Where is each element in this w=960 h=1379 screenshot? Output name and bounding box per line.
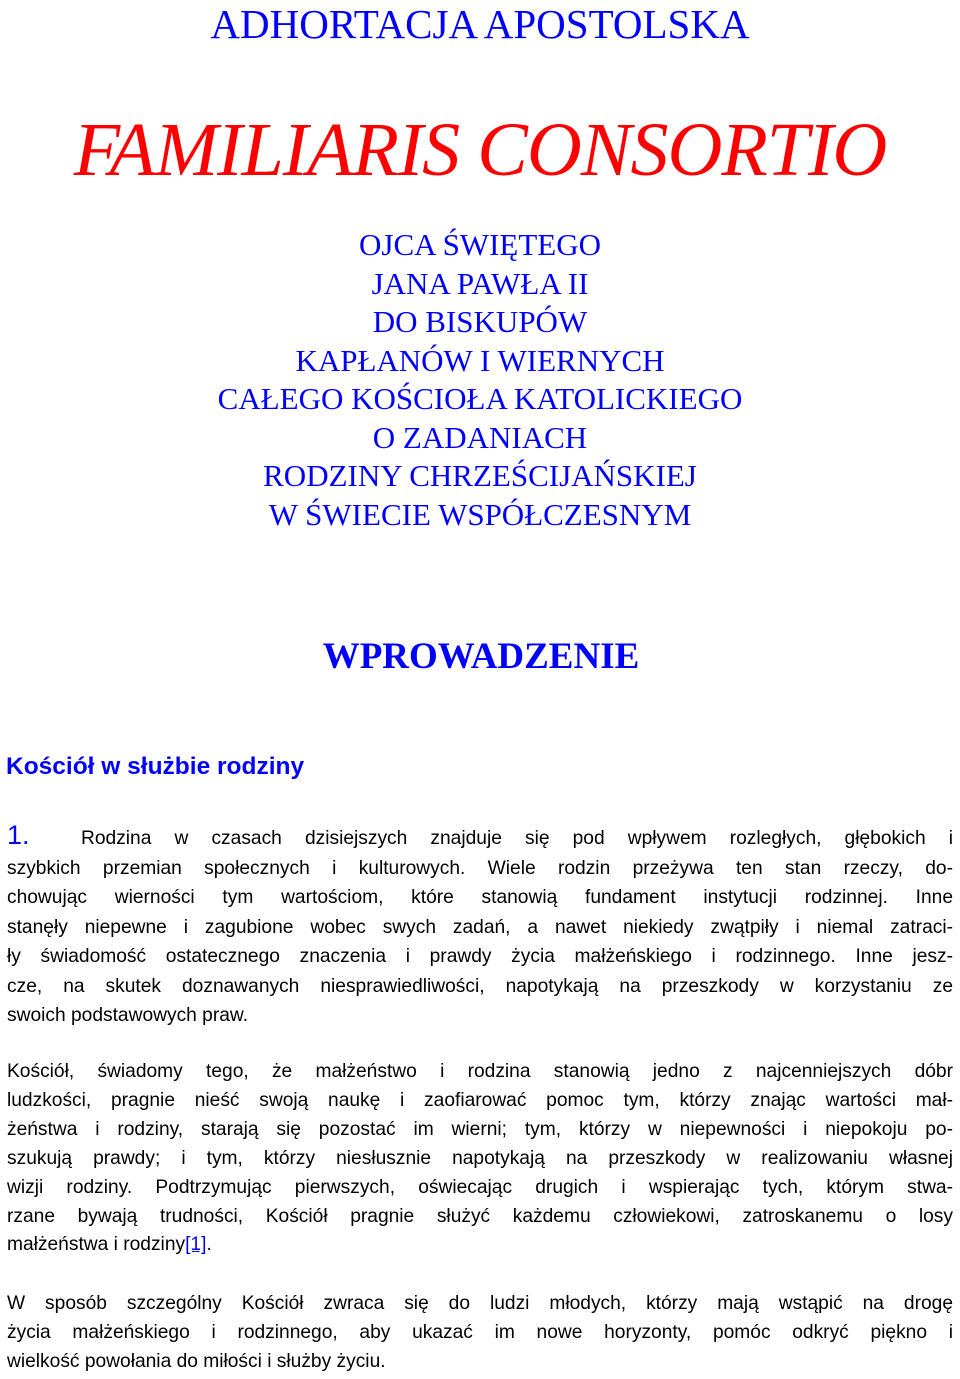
paragraph-2 bbox=[7, 1058, 953, 1260]
paragraph-line: szukują prawdy; i tym, którzy niesłusznie napotykają na przeszkody w realizowaniu własnej bbox=[7, 1147, 953, 1169]
document-subtitle bbox=[0, 226, 960, 534]
paragraph-line: chowując wierności tym wartościom, które stanowią fundament instytucji rodzinnej. Inne bbox=[7, 887, 953, 908]
paragraph-line: ludzkości, pragnie nieść swoją naukę i zaofiarować pomoc tym, którzy znając wartości mał- bbox=[7, 1089, 953, 1111]
paragraph-line: cze, na skutek doznawanych niesprawiedliwości, napotykają na przeszkody w korzystaniu ze bbox=[7, 975, 953, 997]
subtitle-line: W ŚWIECIE WSPÓŁCZESNYM bbox=[268, 496, 692, 532]
paragraph-line-text: małżeństwa i rodziny bbox=[7, 1234, 186, 1256]
paragraph-line: ły świadomość ostatecznego znaczenia i prawdy życia małżeńskiego i rodzinnego. Inne jesz- bbox=[7, 946, 953, 967]
document-main-title: FAMILIARIS CONSORTIO bbox=[73, 108, 887, 192]
subtitle-line: O ZADANIACH bbox=[372, 419, 588, 455]
paragraph-line-end: . bbox=[206, 1234, 212, 1256]
paragraph-line: W sposób szczególny Kościół zwraca się do ludzi młodych, którzy mają wstąpić na drogę bbox=[7, 1293, 953, 1314]
paragraph-line: rzane bywają trudności, Kościół pragnie służyć każdemu człowiekowi, zatroskanemu o losy bbox=[7, 1205, 953, 1227]
subtitle-line: OJCA ŚWIĘTEGO bbox=[359, 227, 601, 262]
paragraph-line: Kościół, świadomy tego, że małżeństwo i rodzina stanowią jedno z najcenniejszych dóbr bbox=[7, 1061, 953, 1082]
paragraph-line: stanęły niepewne i zagubione wobec swych zadań, a nawet niekiedy zwątpiły i niemal zatraci- bbox=[7, 916, 953, 938]
paragraph-line: swoich podstawowych praw. bbox=[7, 1005, 249, 1026]
paragraph-line bbox=[7, 821, 953, 854]
paragraph-line: szybkich przemian społecznych i kulturowych. Wiele rodzin przeżywa ten stan rzeczy, do- bbox=[7, 857, 953, 879]
subtitle-line: DO BISKUPÓW bbox=[372, 304, 588, 339]
paragraph-line-text: Rodzina w czasach dzisiejszych znajduje się pod wpływem rozległych, głębokich i bbox=[81, 828, 953, 849]
paragraph-line bbox=[7, 1231, 953, 1260]
subsection-title: Kościół w służbie rodziny bbox=[6, 753, 305, 780]
subtitle-line: JANA PAWŁA II bbox=[371, 265, 589, 301]
subtitle-line: KAPŁANÓW I WIERNYCH bbox=[295, 342, 665, 378]
subtitle-line: RODZINY CHRZEŚCIJAŃSKIEJ bbox=[263, 458, 697, 493]
paragraph-line: żeństwa i rodziny, starają się pozostać im wierni; tym, którzy w niepewności i niepokoju po- bbox=[7, 1118, 953, 1140]
footnote-link[interactable]: [1] bbox=[185, 1234, 207, 1256]
paragraph-3 bbox=[7, 1290, 953, 1377]
document-type-title: ADHORTACJA APOSTOLSKA bbox=[210, 1, 750, 47]
paragraph-1 bbox=[7, 821, 953, 1031]
section-title: WPROWADZENIE bbox=[322, 636, 640, 677]
subtitle-line: CAŁEGO KOŚCIOŁA KATOLICKIEGO bbox=[217, 381, 743, 416]
paragraph-line: wielkość powołania do miłości i służby życiu. bbox=[7, 1350, 386, 1372]
paragraph-line: wizji rodziny. Podtrzymując pierwszych, oświecając drugich i wspierając tych, którym stwa- bbox=[7, 1176, 953, 1198]
paragraph-number: 1. bbox=[7, 820, 30, 850]
paragraph-line: życia małżeńskiego i rodzinnego, aby ukazać im nowe horyzonty, pomóc odkryć piękno i bbox=[7, 1321, 953, 1343]
